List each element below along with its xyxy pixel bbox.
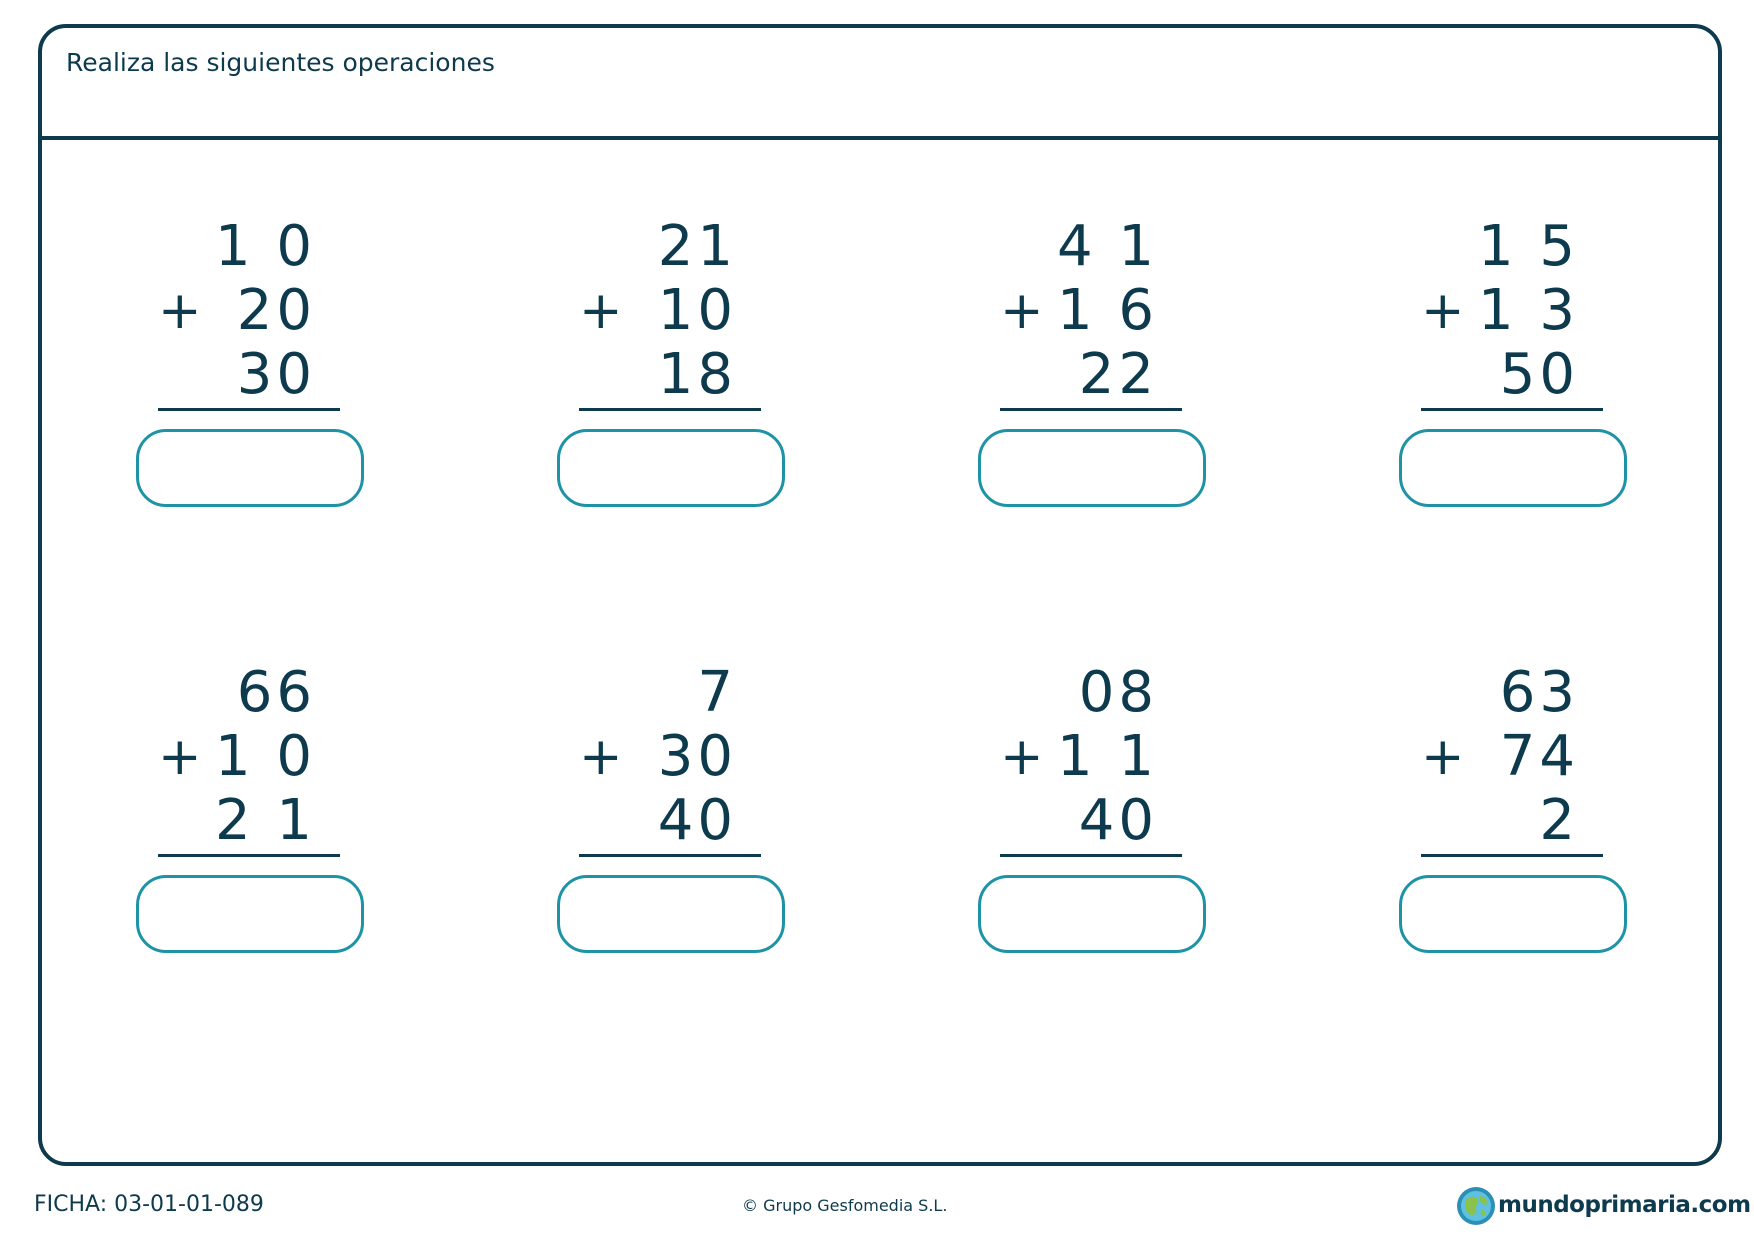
addition-problem-8 xyxy=(1399,662,1629,962)
sum-line xyxy=(579,408,761,411)
addend-top: 1 0 xyxy=(214,214,316,279)
addend-top: 7 xyxy=(697,660,737,725)
addition-problem-5 xyxy=(136,662,366,962)
sum-line xyxy=(1421,854,1603,857)
addend-bottom: 18 xyxy=(657,342,737,407)
addition-problem-1 xyxy=(136,216,366,516)
answer-box[interactable] xyxy=(978,875,1206,953)
addend-bottom: 50 xyxy=(1499,342,1579,407)
worksheet-header xyxy=(42,28,1718,140)
addend-middle: 30 xyxy=(657,724,737,789)
addend-middle: 10 xyxy=(657,278,737,343)
addition-problem-6 xyxy=(557,662,787,962)
worksheet-code: FICHA: 03-01-01-089 xyxy=(34,1192,264,1217)
sum-line xyxy=(579,854,761,857)
addition-problem-3 xyxy=(978,216,1208,516)
plus-sign: + xyxy=(1421,727,1465,787)
answer-box[interactable] xyxy=(1399,875,1627,953)
plus-sign: + xyxy=(1421,281,1465,341)
addend-top: 66 xyxy=(236,660,316,725)
sum-line xyxy=(1000,854,1182,857)
addition-problem-2 xyxy=(557,216,787,516)
addition-problem-7 xyxy=(978,662,1208,962)
addend-top: 08 xyxy=(1078,660,1158,725)
plus-sign: + xyxy=(579,281,623,341)
plus-sign: + xyxy=(158,727,202,787)
sum-line xyxy=(158,408,340,411)
addend-top: 4 1 xyxy=(1056,214,1158,279)
globe-icon xyxy=(1456,1186,1496,1226)
plus-sign: + xyxy=(579,727,623,787)
instruction-text: Realiza las siguientes operaciones xyxy=(66,48,495,77)
answer-box[interactable] xyxy=(136,875,364,953)
addend-middle: 1 0 xyxy=(214,724,316,789)
addend-middle: 1 6 xyxy=(1056,278,1158,343)
sum-line xyxy=(1000,408,1182,411)
addend-middle: 74 xyxy=(1499,724,1579,789)
plus-sign: + xyxy=(1000,281,1044,341)
addend-top: 63 xyxy=(1499,660,1579,725)
answer-box[interactable] xyxy=(557,429,785,507)
addend-middle: 1 3 xyxy=(1477,278,1579,343)
plus-sign: + xyxy=(158,281,202,341)
addend-top: 21 xyxy=(657,214,737,279)
plus-sign: + xyxy=(1000,727,1044,787)
mundoprimaria-logo[interactable] xyxy=(1456,1186,1751,1230)
addend-top: 1 5 xyxy=(1477,214,1579,279)
sum-line xyxy=(1421,408,1603,411)
copyright-notice: © Grupo Gesfomedia S.L. xyxy=(742,1196,948,1215)
logo-text: mundoprimaria.com xyxy=(1498,1192,1751,1218)
addition-problem-4 xyxy=(1399,216,1629,516)
addend-bottom: 2 xyxy=(1539,788,1579,853)
addend-bottom: 40 xyxy=(657,788,737,853)
worksheet-frame xyxy=(38,24,1722,1166)
answer-box[interactable] xyxy=(557,875,785,953)
sum-line xyxy=(158,854,340,857)
addend-middle: 1 1 xyxy=(1056,724,1158,789)
answer-box[interactable] xyxy=(1399,429,1627,507)
addend-bottom: 22 xyxy=(1078,342,1158,407)
answer-box[interactable] xyxy=(978,429,1206,507)
addend-bottom: 40 xyxy=(1078,788,1158,853)
addend-bottom: 2 1 xyxy=(214,788,316,853)
addend-bottom: 30 xyxy=(236,342,316,407)
answer-box[interactable] xyxy=(136,429,364,507)
addend-middle: 20 xyxy=(236,278,316,343)
